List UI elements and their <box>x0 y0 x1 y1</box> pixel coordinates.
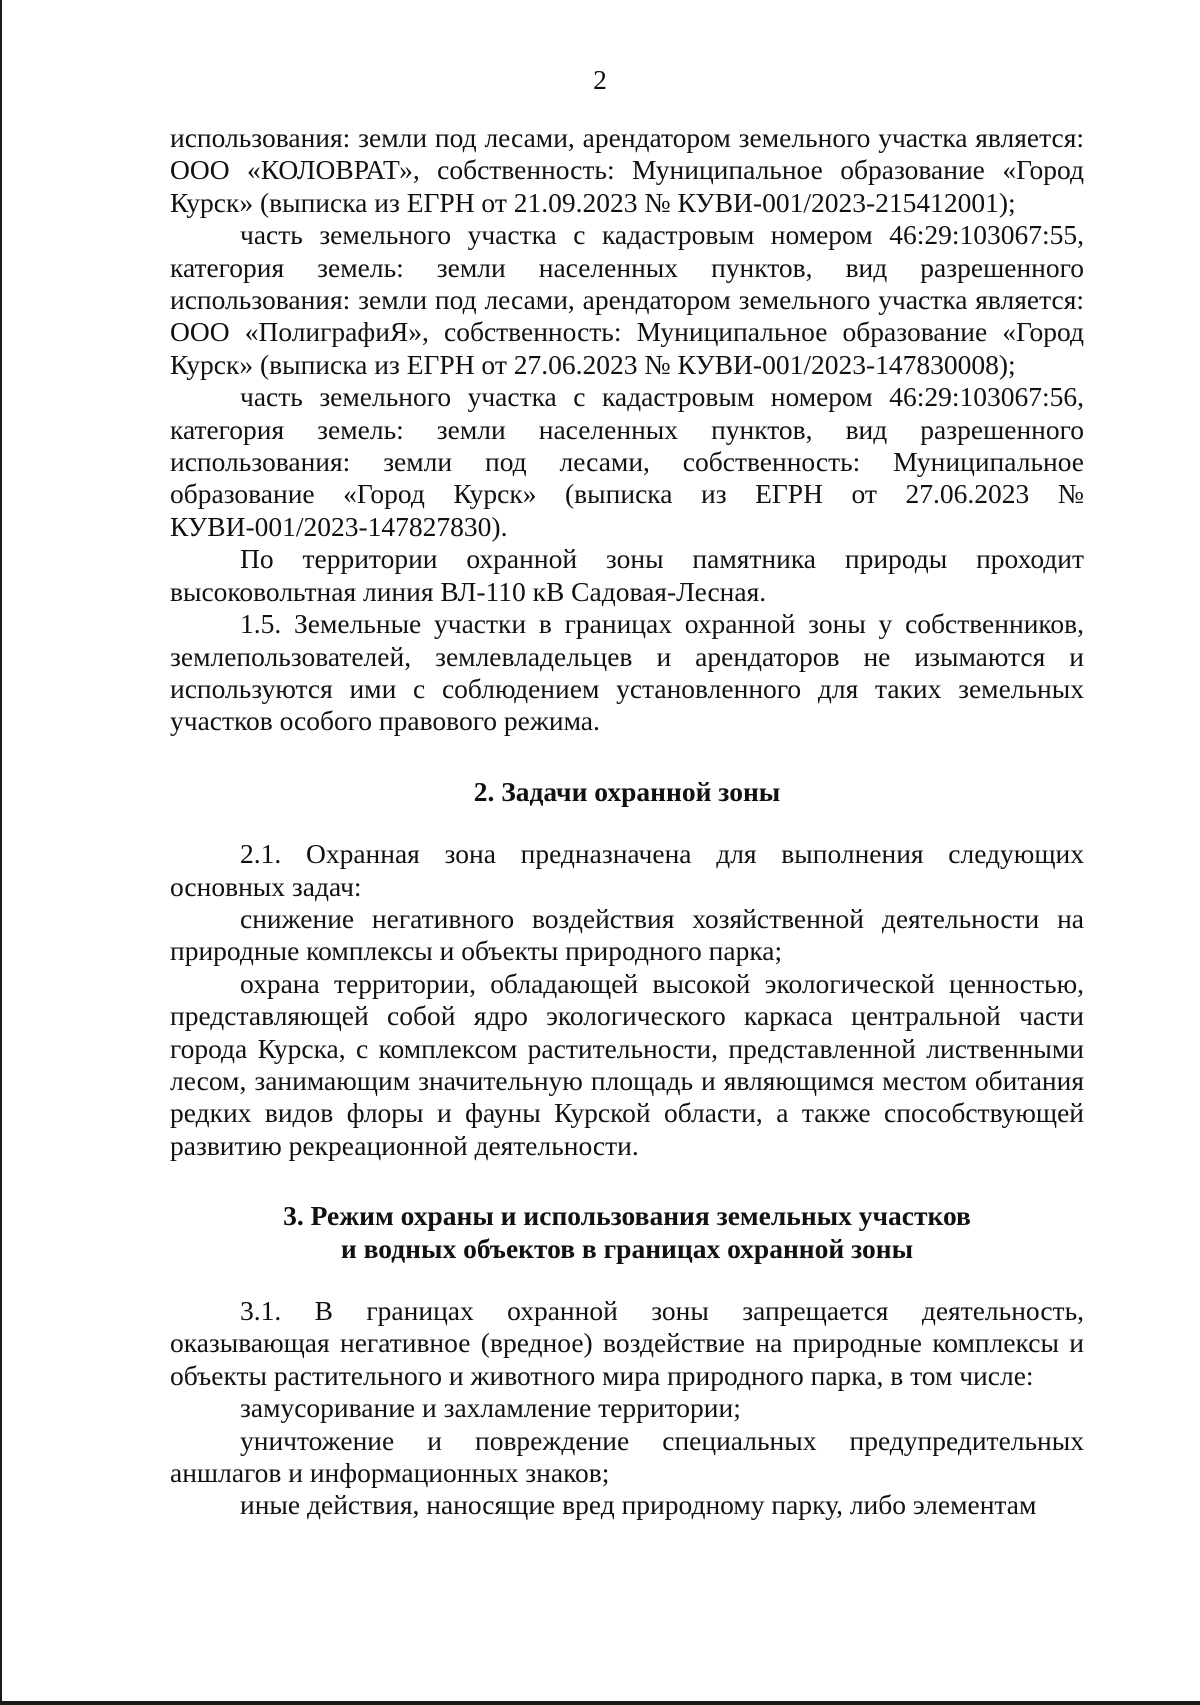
section-heading-line: 2. Задачи охранной зоны <box>473 775 781 807</box>
paragraph: использования: земли под лесами, арендатором земельного участка является: ООО «КОЛОВРАТ», собственность: Муниципальное образование «Город Курск» (выписка из ЕГРН от 21.09.2023 № КУВИ-001/2023-215412001); <box>170 122 1084 218</box>
paragraph: часть земельного участка с кадастровым номером 46:29:103067:55, категория земель: земли населенных пунктов, вид разрешенного использования: земли под лесами, арендатором земельного участка является: ООО «ПолиграфиЯ», собственность: Муниципальное образование «Город Курск» (выписка из ЕГРН от 27.06.2023 № КУВИ-001/2023-147830008); <box>170 219 1084 380</box>
section-heading <box>170 776 1084 808</box>
paragraph: иные действия, наносящие вред природному парку, либо элементам <box>240 1489 1037 1521</box>
paragraph: 2.1. Охранная зона предназначена для выполнения следующих основных задач: <box>170 838 1084 902</box>
section-heading-line: 3. Режим охраны и использования земельных участков <box>283 1200 971 1232</box>
paragraph: снижение негативного воздействия хозяйственной деятельности на природные комплексы и объекты природного парка; <box>170 902 1084 967</box>
section-heading-line: и водных объектов в границах охранной зоны <box>340 1232 914 1264</box>
document-body <box>170 122 1084 1522</box>
section-heading <box>170 1200 1084 1265</box>
paragraph: часть земельного участка с кадастровым номером 46:29:103067:56, категория земель: земли населенных пунктов, вид разрешенного использования: земли под лесами, собственность: Муниципальное образование «Город Курск» (выписка из ЕГРН от 27.06.2023 № КУВИ-001/2023-147827830). <box>170 381 1084 542</box>
paragraph: 1.5. Земельные участки в границах охранной зоны у собственников, землепользователей, землевладельцев и арендаторов не изымаются и используются ими с соблюдением установленного для таких земельных участков особого правового режима. <box>170 608 1084 737</box>
paragraph: замусоривание и захламление территории; <box>240 1392 741 1424</box>
paragraph: 3.1. В границах охранной зоны запрещается деятельность, оказывающая негативное (вредное) воздействие на природные комплексы и объекты растительного и животного мира природного парка, в том числе: <box>170 1295 1084 1391</box>
paragraph: охрана территории, обладающей высокой экологической ценностью, представляющей собой ядро экологического каркаса центральной части города Курска, с комплексом растительности, представленной лиственными лесом, занимающим значительную площадь и являющимся местом обитания редких видов флоры и фауны Курской области, а также способствующей развитию рекреационной деятельности. <box>170 967 1084 1161</box>
scan-left-edge <box>0 0 2 1705</box>
paragraph: По территории охранной зоны памятника природы проходит высоковольтная линия ВЛ-110 кВ Садовая-Лесная. <box>170 543 1084 607</box>
scan-bottom-edge <box>0 1701 1200 1705</box>
paragraph: уничтожение и повреждение специальных предупредительных аншлагов и информационных знаков; <box>170 1424 1084 1489</box>
page-number: 2 <box>593 64 607 95</box>
